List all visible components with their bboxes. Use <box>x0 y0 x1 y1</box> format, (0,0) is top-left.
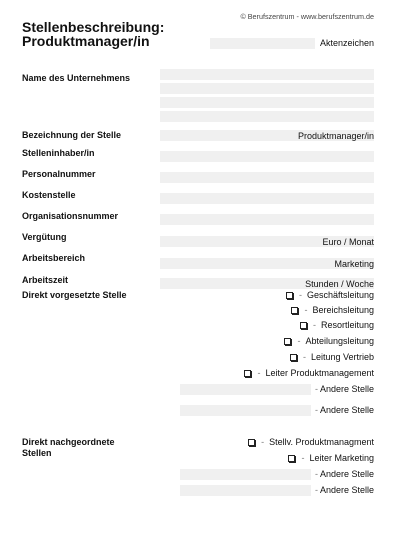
unternehmen-field-2[interactable] <box>160 83 374 94</box>
arbeitszeit-value: Stunden / Woche <box>305 279 374 289</box>
checkbox-icon[interactable] <box>248 439 255 446</box>
vorgesetzte-option[interactable]: - Bereichsleitung <box>291 305 374 316</box>
stelleninhaber-field[interactable] <box>160 151 374 162</box>
aktenzeichen-field[interactable] <box>210 38 315 49</box>
checkbox-icon[interactable] <box>286 292 293 299</box>
nachgeordnete-andere-label-1: - Andere Stelle <box>315 469 375 479</box>
vorgesetzte-andere-field-2[interactable] <box>180 405 311 416</box>
copyright-notice: © Berufszentrum - www.berufszentrum.de <box>240 12 374 21</box>
stelleninhaber-label: Stelleninhaber/in <box>22 148 95 158</box>
page-title-line-2: Produktmanager/in <box>22 33 150 49</box>
unternehmen-field-4[interactable] <box>160 111 374 122</box>
verguetung-label: Vergütung <box>22 232 67 242</box>
nachgeordnete-label-line-1: Direkt nachgeordnete <box>22 437 115 447</box>
vorgesetzte-option[interactable]: - Abteilungsleitung <box>284 336 374 347</box>
checkbox-icon[interactable] <box>290 354 297 361</box>
kostenstelle-field[interactable] <box>160 193 374 204</box>
arbeitszeit-label: Arbeitszeit <box>22 275 69 285</box>
kostenstelle-label: Kostenstelle <box>22 190 76 200</box>
bezeichnung-label: Bezeichnung der Stelle <box>22 130 122 140</box>
arbeitsbereich-value: Marketing <box>334 259 374 269</box>
nachgeordnete-andere-field-2[interactable] <box>180 485 311 496</box>
nachgeordnete-option[interactable]: - Leiter Marketing <box>288 453 374 464</box>
checkbox-icon[interactable] <box>288 455 295 462</box>
personalnummer-label: Personalnummer <box>22 169 96 179</box>
organisationsnummer-field[interactable] <box>160 214 374 225</box>
aktenzeichen-label: Aktenzeichen <box>319 38 374 48</box>
vorgesetzte-option[interactable]: - Geschäftsleitung <box>286 290 374 301</box>
vorgesetzte-option[interactable]: - Leiter Produktmanagement <box>244 368 374 379</box>
vorgesetzte-option[interactable]: - Leitung Vertrieb <box>290 352 374 363</box>
vorgesetzte-andere-label-2: - Andere Stelle <box>315 405 375 415</box>
page-title-line-1: Stellenbeschreibung: <box>22 19 165 35</box>
bezeichnung-value: Produktmanager/in <box>297 131 374 141</box>
unternehmen-label: Name des Unternehmens <box>22 73 131 83</box>
checkbox-icon[interactable] <box>291 307 298 314</box>
checkbox-icon[interactable] <box>244 370 251 377</box>
vorgesetzte-option[interactable]: - Resortleitung <box>300 320 374 331</box>
verguetung-value: Euro / Monat <box>322 237 374 247</box>
nachgeordnete-label-line-2: Stellen <box>22 448 52 458</box>
arbeitsbereich-label: Arbeitsbereich <box>22 253 86 263</box>
nachgeordnete-andere-label-2: - Andere Stelle <box>315 485 375 495</box>
vorgesetzte-andere-field-1[interactable] <box>180 384 311 395</box>
vorgesetzte-label: Direkt vorgesetzte Stelle <box>22 290 127 300</box>
unternehmen-field-1[interactable] <box>160 69 374 80</box>
unternehmen-field-3[interactable] <box>160 97 374 108</box>
vorgesetzte-andere-label-1: - Andere Stelle <box>315 384 375 394</box>
checkbox-icon[interactable] <box>284 338 291 345</box>
nachgeordnete-andere-field-1[interactable] <box>180 469 311 480</box>
organisationsnummer-label: Organisationsnummer <box>22 211 119 221</box>
nachgeordnete-option[interactable]: - Stellv. Produktmanagment <box>248 437 374 448</box>
personalnummer-field[interactable] <box>160 172 374 183</box>
checkbox-icon[interactable] <box>300 322 307 329</box>
